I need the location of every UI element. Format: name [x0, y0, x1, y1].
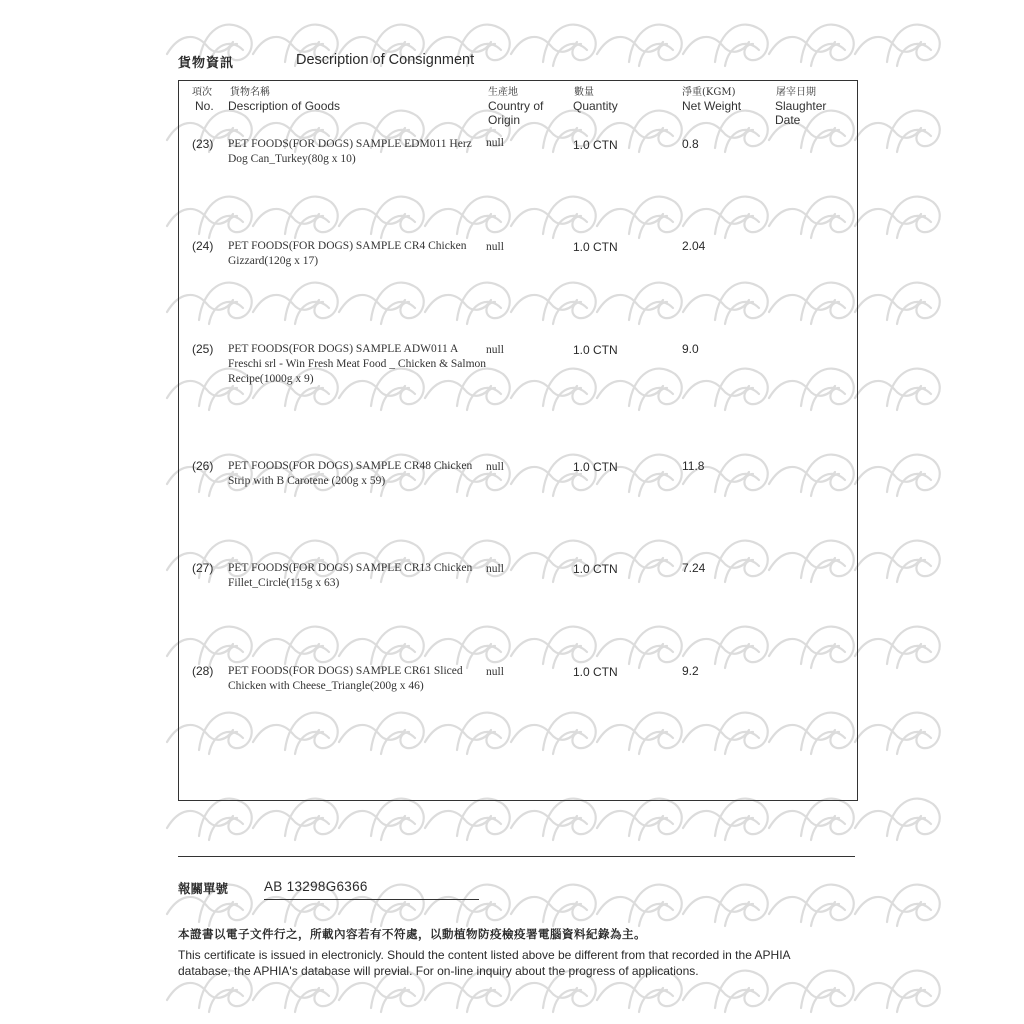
certificate-notice-chinese: 本證書以電子文件行之，所載內容若有不符處，以動植物防疫檢疫署電腦資料紀錄為主。	[178, 927, 646, 941]
net-weight: 9.2	[682, 664, 699, 678]
net-weight: 0.8	[682, 137, 699, 151]
row-number: (27)	[192, 561, 214, 575]
country-of-origin: null	[486, 666, 504, 678]
footer-divider	[178, 856, 855, 857]
declaration-number: AB 13298G6366	[264, 879, 368, 894]
quantity: 1.0 CTN	[573, 343, 618, 357]
certificate-notice: This certificate is issued in electronicly. Should the content listed above be different from that recorded in the APHIA database, the APHIA's database will previal. For on-line inquiry about the progress of applications.	[178, 948, 790, 978]
goods-description: PET FOODS(FOR DOGS) SAMPLE CR4 Chicken Gizzard(120g x 17)	[228, 240, 467, 267]
col-slaughter-date-header: Slaughter Date	[775, 99, 827, 127]
goods-description: PET FOODS(FOR DOGS) SAMPLE EDM011 Herz Dog Can_Turkey(80g x 10)	[228, 138, 472, 165]
quantity: 1.0 CTN	[573, 240, 618, 254]
row-number: (26)	[192, 459, 214, 473]
declaration-number-underline	[264, 899, 479, 900]
row-number: (24)	[192, 239, 214, 253]
section-title: Description of Consignment	[296, 52, 475, 68]
quantity: 1.0 CTN	[573, 665, 618, 679]
col-origin-header-chinese: 生產地	[488, 87, 518, 98]
net-weight: 11.8	[682, 459, 705, 473]
goods-description: PET FOODS(FOR DOGS) SAMPLE CR13 Chicken Fillet_Circle(115g x 63)	[228, 562, 473, 589]
net-weight: 7.24	[682, 561, 706, 575]
country-of-origin: null	[486, 344, 504, 356]
row-number: (23)	[192, 137, 214, 151]
country-of-origin: null	[486, 461, 504, 473]
country-of-origin: null	[486, 241, 504, 253]
col-description-header: Description of Goods	[228, 99, 341, 113]
declaration-number-label: 報關單號	[178, 881, 229, 896]
section-title-chinese: 貨物資訊	[178, 56, 235, 71]
country-of-origin: null	[486, 563, 504, 575]
quantity: 1.0 CTN	[573, 460, 618, 474]
country-of-origin: null	[486, 137, 504, 149]
col-origin-header: Country of Origin	[488, 99, 544, 127]
quantity: 1.0 CTN	[573, 138, 618, 152]
goods-description: PET FOODS(FOR DOGS) SAMPLE ADW011 A Freschi srl - Win Fresh Meat Food _ Chicken & Salmon Recipe(1000g x 9)	[228, 343, 487, 385]
row-number: (28)	[192, 664, 214, 678]
row-number: (25)	[192, 342, 214, 356]
col-slaughter-date-header-chinese: 屠宰日期	[776, 87, 816, 98]
col-weight-header: Net Weight	[682, 99, 742, 113]
col-quantity-header-chinese: 數量	[574, 87, 594, 98]
net-weight: 2.04	[682, 239, 706, 253]
col-no-header: No.	[195, 99, 214, 113]
col-no-header-chinese: 項次	[192, 87, 212, 98]
col-quantity-header: Quantity	[573, 99, 618, 113]
net-weight: 9.0	[682, 342, 699, 356]
goods-description: PET FOODS(FOR DOGS) SAMPLE CR61 Sliced Chicken with Cheese_Triangle(200g x 46)	[228, 665, 463, 692]
col-description-header-chinese: 貨物名稱	[230, 87, 270, 98]
quantity: 1.0 CTN	[573, 562, 618, 576]
col-weight-header-chinese: 淨重(KGM)	[682, 87, 736, 98]
goods-description: PET FOODS(FOR DOGS) SAMPLE CR48 Chicken Strip with B Carotene (200g x 59)	[228, 460, 473, 487]
